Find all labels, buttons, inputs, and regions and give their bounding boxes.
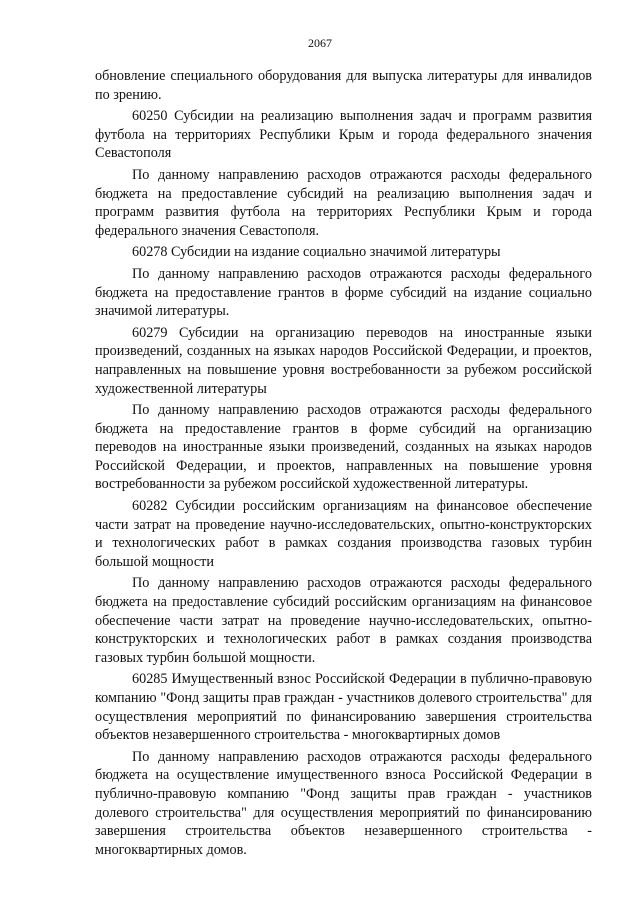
paragraph-60282-description: По данному направлению расходов отражаются расходы федерального бюджета на предоставление субсидий российским организациям на финансовое обеспечение части затрат на проведение научно-исследовательских, опытно-конструкторских и технологических работ в рамках создания производства газовых турбин большой мощности.: [95, 575, 592, 666]
heading-60278: 60278 Субсидии на издание социально значимой литературы: [132, 244, 501, 261]
paragraph-60278-description: По данному направлению расходов отражаются расходы федерального бюджета на предоставление грантов в форме субсидий на издание социально значимой литературы.: [95, 265, 592, 320]
paragraph-60250-description: По данному направлению расходов отражаются расходы федерального бюджета на предоставление субсидий на реализацию выполнения задач и программ развития футбола на территориях Республики Крым и города федерального значения Севастополя.: [95, 166, 592, 239]
page-number: 2067: [308, 36, 332, 50]
paragraph-60279-description: По данному направлению расходов отражаются расходы федерального бюджета на предоставление грантов в форме субсидий на организацию переводов на иностранные языки произведений, созданных на языках народов Российской Федерации, и проектов, направленных на повышение уровня востребованности за рубежом российской художественной литературы.: [95, 402, 592, 493]
heading-60279: 60279 Субсидии на организацию переводов на иностранные языки произведений, созданных на языках народов Российской Федерации, и проектов, направленных на повышение уровня востребованности за рубежом российской художественной литературы: [95, 324, 592, 397]
heading-60285: 60285 Имущественный взнос Российской Федерации в публично-правовую компанию "Фонд защиты прав граждан - участников долевого строительства" для осуществления мероприятий по финансированию завершения строительства объектов незавершенного строительства - многоквартирных домов: [95, 671, 592, 744]
paragraph-continuation: обновление специального оборудования для выпуска литературы для инвалидов по зрению.: [95, 68, 592, 103]
paragraph-60285-description: По данному направлению расходов отражаются расходы федерального бюджета на осуществление имущественного взноса Российской Федерации в публично-правовую компанию "Фонд защиты прав граждан - участников долевого строительства" для осуществления мероприятий по финансированию завершения строительства объектов незавершенного строительства - многоквартирных домов.: [95, 748, 592, 858]
heading-60250: 60250 Субсидии на реализацию выполнения задач и программ развития футбола на территориях Республики Крым и города федерального значения Севастополя: [95, 108, 592, 162]
document-body: [95, 67, 592, 862]
heading-60282: 60282 Субсидии российским организациям на финансовое обеспечение части затрат на проведение научно-исследовательских, опытно-конструкторских и технологических работ в рамках создания производства газовых турбин большой мощности: [95, 498, 592, 570]
